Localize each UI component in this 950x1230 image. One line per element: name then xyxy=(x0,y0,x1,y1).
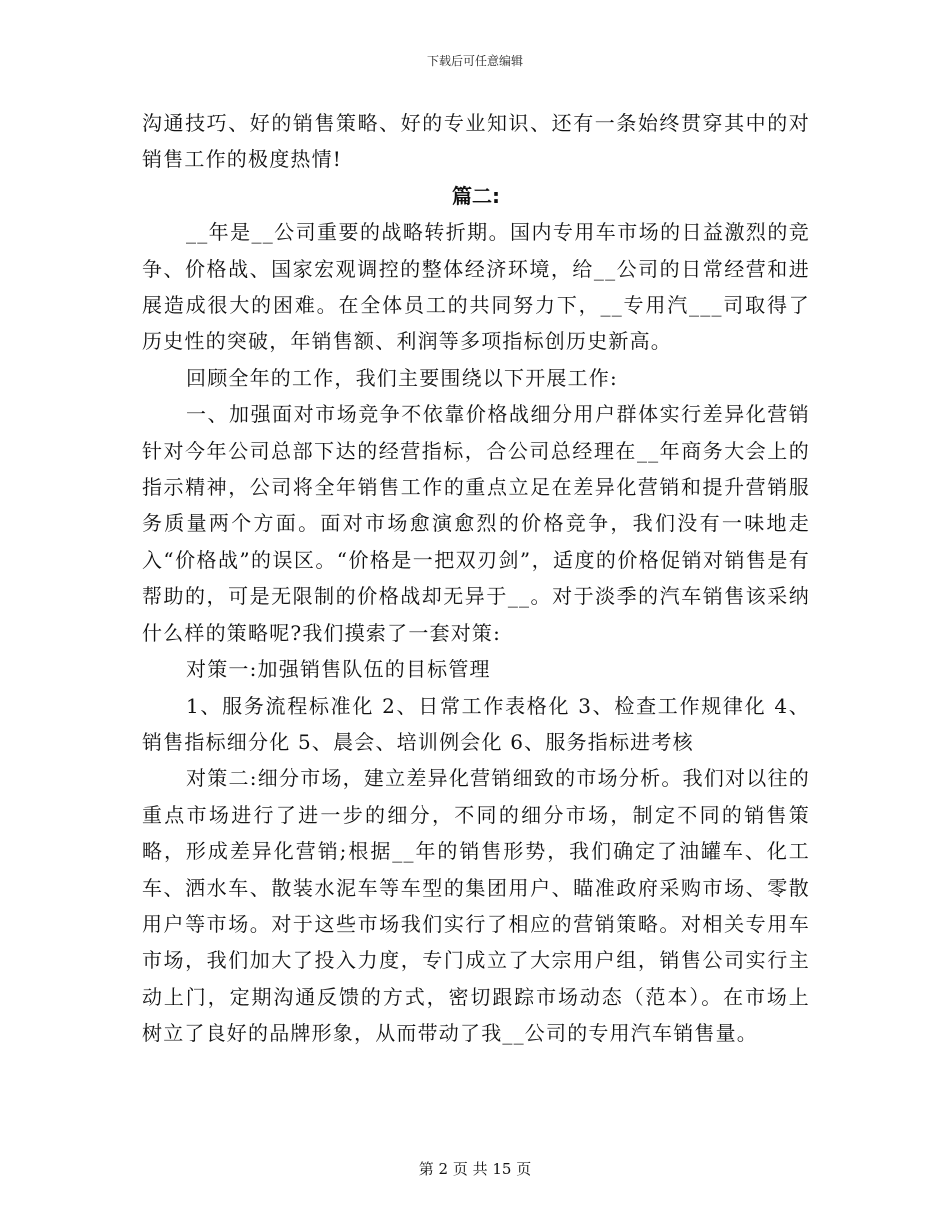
paragraph-measure-one: 对策一:加强销售队伍的目标管理 xyxy=(186,657,491,682)
paragraph-review: 回顾全年的工作，我们主要围绕以下开展工作: xyxy=(186,365,618,390)
paragraph-intro: __年是__公司重要的战略转折期。国内专用车市场的日益激烈的竞争、价格战、国家宏观调控的整体经济环境，给__公司的日常经营和进展造成很大的困难。在全体员工的共同努力下，__专用汽___司取得了历史性的突破，年销售额、利润等多项指标创历史新高。 xyxy=(142,220,810,354)
page-footer: 第 2 页 共 15 页 xyxy=(418,1160,532,1178)
paragraph-measure-list: 1、服务流程标准化 2、日常工作表格化 3、检查工作规律化 4、销售指标细分化 5、晨会、培训例会化 6、服务指标进考核 xyxy=(142,693,810,754)
section-title: 篇二: xyxy=(452,183,500,208)
paragraph-continued: 沟通技巧、好的销售策略、好的专业知识、还有一条始终贯穿其中的对销售工作的极度热情! xyxy=(142,111,810,172)
paragraph-measure-two: 对策二:细分市场，建立差异化营销细致的市场分析。我们对以往的重点市场进行了进一步的细分，不同的细分市场，制定不同的销售策略，形成差异化营销;根据__年的销售形势，我们确定了油罐车、化工车、洒水车、散装水泥车等车型的集团用户、瞄准政府采购市场、零散用户等市场。对于这些市场我们实行了相应的营销策略。对相关专用车市场，我们加大了投入力度，专门成立了大宗用户组，销售公司实行主动上门，定期沟通反馈的方式，密切跟踪市场动态（范本）。在市场上树立了良好的品牌形象，从而带动了我__公司的专用汽车销售量。 xyxy=(142,766,810,1046)
paragraph-strategy-one: 一、加强面对市场竞争不依靠价格战细分用户群体实行差异化营销针对今年公司总部下达的经营指标，合公司总经理在__年商务大会上的指示精神，公司将全年销售工作的重点立足在差异化营销和提升营销服务质量两个方面。面对市场愈演愈烈的价格竞争，我们没有一味地走入“价格战”的误区。“价格是一把双刃剑”，适度的价格促销对销售是有帮助的，可是无限制的价格战却无异于__。对于淡季的汽车销售该采纳什么样的策略呢?我们摸索了一套对策: xyxy=(142,402,810,645)
document-body xyxy=(142,105,810,1052)
page-header: 下载后可任意编辑 xyxy=(426,54,523,68)
